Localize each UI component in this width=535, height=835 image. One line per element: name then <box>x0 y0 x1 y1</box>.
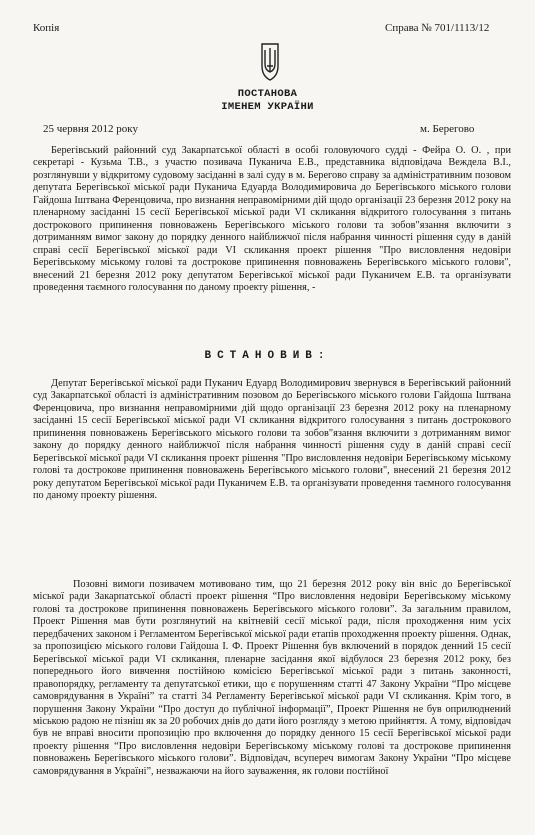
motivation-paragraph: Позовні вимоги позивачем мотивовано тим, що 21 березня 2012 року він вніс до Берегівської міської ради Закарпатської області проект рішення “Про висловлення недовіри Берегівському міському голові та дострокове припинення повноважень Берегівського міського голови”. За загальним правилом, Проект Рішення мав бути розглянутий на квітневій сесії міської ради, після проходження ним усіх передбачених законом і Регламентом Берегівської міської ради етапів проходження проекту рішення. Однак, за пропозицією міського голови Гайдоша І. Ф. Проект Рішення був включений в порядок денний 15 сесії Берегівської міської ради VI скликання, пленарне засідання якої відбулося 23 березня 2012 року, без попереднього його вивчення постійною комісією Берегівської міської ради з питань законності, правопорядку, регламенту та депутатської етики, що є порушенням статті 47 Закону України “Про місцеве самоврядування в Україні” та статті 34 Регламенту Берегівської міської ради VI скликання. Крім того, в порушення Закону України “Про доступ до публічної інформації”, Проект Рішення не був оприлюднений міською радою не пізніш як за 20 робочих днів до дати його розгляду з метою прийняття. А тому, відповідач був не вправі вносити пропозицію про включення до порядку денного 15 сесії Берегівської міської ради проекту рішення “Про висловлення недовіри Берегівському міському голові та дострокове припинення повноважень Берегівського міського голови”. Відповідач, всупереч вимогам Закону України “Про місцеве самоврядування в Україні”, незважаючи на його зауваження, як голови постійної <box>33 579 511 777</box>
section-heading: ВСТАНОВИВ: <box>204 350 331 362</box>
document-city: м. Берегово <box>420 123 475 135</box>
copy-label: Копія <box>33 22 60 34</box>
intro-paragraph: Берегівський районний суд Закарпатської області в особі головуючого судді - Фейра О. О. , при секретарі - Кузьма Т.В., з участю позивача Пуканича Е.В., представника відповідача Вежделa В.І., розглянувши у відкритому судовому засіданні в залі суду в м. Берегово справу за адміністративним позовом депутата Берегівської міської ради Пуканича Едуарда Володимировича до Берегівського міського голови Гайдоша Іштвана Ференцовича, про визнання неправомірними дій щодо організації 23 березня 2012 року на пленарному засіданні 15 сесії Берегівської міської ради VI скликання відкритого голосування з питань дострокового припинення повноважень Берегівського міського голови та зобов"язання включити з дотриманням вимог закону до порядку денного найближчої після набрання чинності рішення суду в даній справі сесії Берегівської міської ради VI скликання проект рішення "Про висловлення недовіри Берегівському міському голові та дострокове припинення повноважень Берегівського міського голови", внесений 21 березня 2012 року депутатом Берегівської міської ради Пуканичем Е.В. та організувати проведення таємного голосування по даному проекту рішення, - <box>33 145 511 293</box>
document-title: ПОСТАНОВА <box>237 88 298 100</box>
document-subtitle: ІМЕНЕМ УКРАЇНИ <box>221 101 314 113</box>
case-number: Справа № 701/1113/12 <box>385 22 490 34</box>
claim-paragraph: Депутат Берегівської міської ради Пуканич Едуард Володимирович звернувся в Берегівський районний суд Закарпатської області із адміністративним позовом до Берегівського міського голови Гайдоша Іштвана Ференцовича, про визнання неправомірними дій щодо організації 23 березня 2012 року на пленарному засіданні 15 сесії Берегівської міської ради VI скликання відкритого голосування з питань дострокового припинення повноважень Берегівського міського голови та зобов"язання включити з дотриманням вимог закону до порядку денного найближчої після набрання чинності рішення суду в даній справі сесії Берегівської міської ради VI скликання проект рішення "Про висловлення недовіри Берегівському міському голові та дострокове припинення повноважень Берегівського міського голови", внесений 21 березня 2012 року депутатом Берегівської міської ради Пуканичем Е.В. та організувати проведення таємного голосування по даному проекту рішення. <box>33 378 511 502</box>
trident-emblem-icon <box>259 42 281 82</box>
document-date: 25 червня 2012 року <box>43 123 138 135</box>
